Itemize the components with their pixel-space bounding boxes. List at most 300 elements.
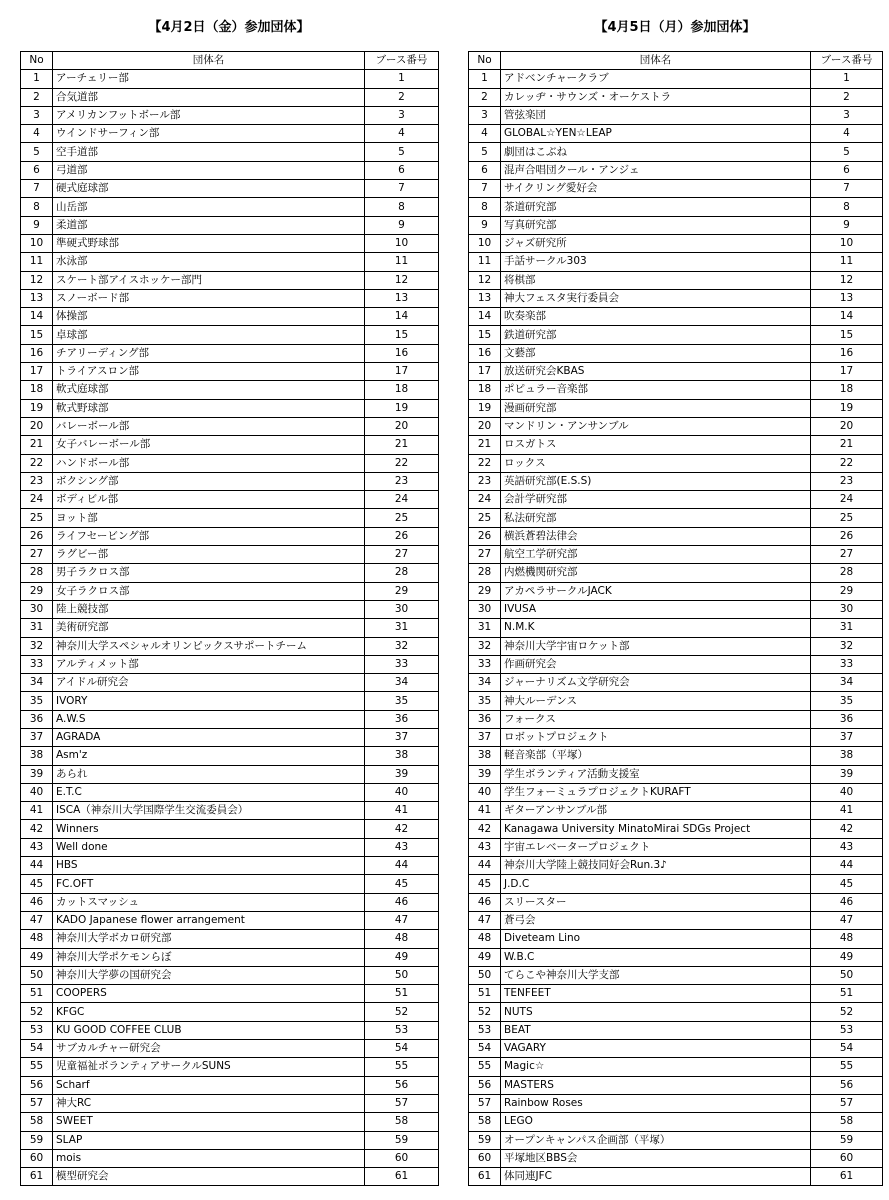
organization-name: Scharf — [53, 1076, 365, 1094]
booth-number: 37 — [811, 728, 883, 746]
table-row — [469, 88, 883, 106]
organization-name: VAGARY — [501, 1040, 811, 1058]
organization-name: アドベンチャークラブ — [501, 70, 811, 88]
booth-number: 50 — [365, 966, 439, 984]
row-number: 28 — [21, 564, 53, 582]
row-number: 21 — [469, 436, 501, 454]
row-number: 20 — [21, 417, 53, 435]
row-number: 38 — [21, 747, 53, 765]
organization-name: 女子ラクロス部 — [53, 582, 365, 600]
organization-name: バレーボール部 — [53, 417, 365, 435]
table-row — [469, 710, 883, 728]
organization-name: ヨット部 — [53, 509, 365, 527]
table-row — [21, 857, 439, 875]
table-row — [469, 619, 883, 637]
table-row — [21, 838, 439, 856]
organization-name: アイドル研究会 — [53, 674, 365, 692]
organization-name: AGRADA — [53, 728, 365, 746]
row-number: 11 — [469, 253, 501, 271]
row-number: 61 — [469, 1168, 501, 1186]
table-row — [21, 527, 439, 545]
row-number: 18 — [21, 381, 53, 399]
booth-number: 19 — [365, 399, 439, 417]
row-number: 50 — [21, 966, 53, 984]
row-number: 49 — [21, 948, 53, 966]
booth-number: 5 — [811, 143, 883, 161]
table-row — [469, 1094, 883, 1112]
table-row — [21, 674, 439, 692]
table-row — [21, 381, 439, 399]
table-row — [469, 381, 883, 399]
table-row — [469, 875, 883, 893]
row-number: 43 — [21, 838, 53, 856]
table-row — [469, 1113, 883, 1131]
table-row — [21, 966, 439, 984]
organization-name: ウインドサーフィン部 — [53, 125, 365, 143]
organization-name: 英語研究部(E.S.S) — [501, 472, 811, 490]
table-row — [21, 454, 439, 472]
table-row — [469, 454, 883, 472]
booth-number: 45 — [365, 875, 439, 893]
booth-number: 5 — [365, 143, 439, 161]
booth-number: 11 — [365, 253, 439, 271]
organization-name: TENFEET — [501, 985, 811, 1003]
row-number: 48 — [469, 930, 501, 948]
row-number: 43 — [469, 838, 501, 856]
row-number: 21 — [21, 436, 53, 454]
table-row — [469, 1003, 883, 1021]
table-row — [469, 546, 883, 564]
table-row — [21, 143, 439, 161]
booth-number: 46 — [811, 893, 883, 911]
booth-number: 15 — [365, 326, 439, 344]
header-booth: ブース番号 — [811, 52, 883, 70]
organization-name: アルティメット部 — [53, 655, 365, 673]
table-row — [21, 1113, 439, 1131]
organization-name: Diveteam Lino — [501, 930, 811, 948]
booth-number: 34 — [811, 674, 883, 692]
table-row — [469, 70, 883, 88]
row-number: 10 — [21, 234, 53, 252]
organization-name: あられ — [53, 765, 365, 783]
booth-number: 18 — [811, 381, 883, 399]
row-number: 1 — [469, 70, 501, 88]
booth-number: 36 — [365, 710, 439, 728]
organization-name: 横浜蒼碧法律会 — [501, 527, 811, 545]
table-row — [469, 1076, 883, 1094]
organization-name: 陸上競技部 — [53, 600, 365, 618]
table-row — [469, 674, 883, 692]
row-number: 8 — [21, 198, 53, 216]
row-number: 18 — [469, 381, 501, 399]
table-row — [469, 911, 883, 929]
organization-name: 男子ラクロス部 — [53, 564, 365, 582]
row-number: 7 — [21, 180, 53, 198]
organization-name: ポピュラー音楽部 — [501, 381, 811, 399]
organization-name: ラグビー部 — [53, 546, 365, 564]
booth-number: 3 — [365, 106, 439, 124]
organization-name: GLOBAL☆YEN☆LEAP — [501, 125, 811, 143]
booth-number: 18 — [365, 381, 439, 399]
table-row — [21, 326, 439, 344]
booth-number: 40 — [811, 783, 883, 801]
organization-name: 軟式野球部 — [53, 399, 365, 417]
booth-number: 25 — [811, 509, 883, 527]
booth-number: 61 — [811, 1168, 883, 1186]
booth-number: 13 — [365, 289, 439, 307]
table-row — [469, 234, 883, 252]
table-row — [21, 948, 439, 966]
booth-number: 20 — [811, 417, 883, 435]
booth-number: 32 — [811, 637, 883, 655]
organization-name: 女子バレーボール部 — [53, 436, 365, 454]
row-number: 41 — [21, 802, 53, 820]
row-number: 5 — [469, 143, 501, 161]
booth-number: 28 — [811, 564, 883, 582]
row-number: 19 — [21, 399, 53, 417]
organization-name: ギターアンサンブル部 — [501, 802, 811, 820]
table-header-row — [21, 52, 439, 70]
row-number: 58 — [21, 1113, 53, 1131]
table-row — [21, 637, 439, 655]
booth-number: 40 — [365, 783, 439, 801]
booth-number: 13 — [811, 289, 883, 307]
table-row — [21, 1131, 439, 1149]
booth-number: 22 — [811, 454, 883, 472]
friday-table — [20, 51, 439, 1186]
organization-name: ロボットプロジェクト — [501, 728, 811, 746]
organization-name: マンドリン・アンサンブル — [501, 417, 811, 435]
table-row — [21, 180, 439, 198]
organization-name: 神奈川大学ポケモンらぼ — [53, 948, 365, 966]
organization-name: カットスマッシュ — [53, 893, 365, 911]
organization-name: KU GOOD COFFEE CLUB — [53, 1021, 365, 1039]
booth-number: 11 — [811, 253, 883, 271]
booth-number: 27 — [811, 546, 883, 564]
booth-number: 55 — [811, 1058, 883, 1076]
booth-number: 30 — [365, 600, 439, 618]
table-row — [469, 1131, 883, 1149]
row-number: 47 — [21, 911, 53, 929]
row-number: 40 — [21, 783, 53, 801]
row-number: 16 — [21, 344, 53, 362]
organization-name: W.B.C — [501, 948, 811, 966]
table-row — [21, 985, 439, 1003]
booth-number: 48 — [811, 930, 883, 948]
organization-name: A.W.S — [53, 710, 365, 728]
row-number: 10 — [469, 234, 501, 252]
organization-name: 平塚地区BBS会 — [501, 1149, 811, 1167]
table-row — [469, 271, 883, 289]
table-row — [21, 655, 439, 673]
booth-number: 46 — [365, 893, 439, 911]
row-number: 2 — [469, 88, 501, 106]
organization-name: 手話サークル303 — [501, 253, 811, 271]
organization-name: チアリーディング部 — [53, 344, 365, 362]
organization-name: Asm'z — [53, 747, 365, 765]
booth-number: 29 — [365, 582, 439, 600]
organization-name: 神奈川大学ボカロ研究部 — [53, 930, 365, 948]
booth-number: 35 — [811, 692, 883, 710]
booth-number: 57 — [365, 1094, 439, 1112]
booth-number: 42 — [365, 820, 439, 838]
table-row — [469, 948, 883, 966]
booth-number: 56 — [811, 1076, 883, 1094]
table-row — [21, 802, 439, 820]
row-number: 17 — [21, 363, 53, 381]
organization-name: Kanagawa University MinatoMirai SDGs Project — [501, 820, 811, 838]
table-row — [469, 1149, 883, 1167]
table-row — [469, 893, 883, 911]
organization-name: 神大ルーデンス — [501, 692, 811, 710]
row-number: 57 — [21, 1094, 53, 1112]
table-row — [469, 838, 883, 856]
table-row — [469, 783, 883, 801]
organization-name: Rainbow Roses — [501, 1094, 811, 1112]
row-number: 9 — [469, 216, 501, 234]
row-number: 57 — [469, 1094, 501, 1112]
organization-name: 私法研究部 — [501, 509, 811, 527]
organization-name: mois — [53, 1149, 365, 1167]
table-row — [469, 966, 883, 984]
organization-name: SWEET — [53, 1113, 365, 1131]
table-row — [21, 820, 439, 838]
booth-number: 27 — [365, 546, 439, 564]
row-number: 2 — [21, 88, 53, 106]
row-number: 25 — [469, 509, 501, 527]
table-row — [21, 509, 439, 527]
organization-name: 硬式庭球部 — [53, 180, 365, 198]
row-number: 45 — [21, 875, 53, 893]
row-number: 26 — [469, 527, 501, 545]
row-number: 17 — [469, 363, 501, 381]
table-row — [469, 655, 883, 673]
organization-name: 将棋部 — [501, 271, 811, 289]
table-row — [21, 271, 439, 289]
organization-name: てらこや神奈川大学支部 — [501, 966, 811, 984]
booth-number: 51 — [811, 985, 883, 1003]
row-number: 36 — [21, 710, 53, 728]
table-row — [21, 1094, 439, 1112]
table-row — [469, 436, 883, 454]
table-row — [21, 216, 439, 234]
booth-number: 26 — [365, 527, 439, 545]
row-number: 46 — [21, 893, 53, 911]
booth-number: 39 — [811, 765, 883, 783]
table-row — [21, 436, 439, 454]
header-no: No — [21, 52, 53, 70]
booth-number: 43 — [365, 838, 439, 856]
organization-name: E.T.C — [53, 783, 365, 801]
table-row — [469, 216, 883, 234]
booth-number: 26 — [811, 527, 883, 545]
organization-name: 弓道部 — [53, 161, 365, 179]
organization-name: 鉄道研究部 — [501, 326, 811, 344]
table-row — [21, 728, 439, 746]
row-number: 35 — [469, 692, 501, 710]
organization-name: 茶道研究部 — [501, 198, 811, 216]
organization-name: 作画研究会 — [501, 655, 811, 673]
organization-name: HBS — [53, 857, 365, 875]
table-row — [21, 253, 439, 271]
organization-name: LEGO — [501, 1113, 811, 1131]
organization-name: 水泳部 — [53, 253, 365, 271]
table-row — [469, 692, 883, 710]
row-number: 20 — [469, 417, 501, 435]
organization-name: 神大フェスタ実行委員会 — [501, 289, 811, 307]
row-number: 54 — [21, 1040, 53, 1058]
row-number: 32 — [21, 637, 53, 655]
organization-name: トライアスロン部 — [53, 363, 365, 381]
booth-number: 24 — [811, 491, 883, 509]
organization-name: IVORY — [53, 692, 365, 710]
organization-name: 神奈川大学夢の国研究会 — [53, 966, 365, 984]
organization-name: スノーボード部 — [53, 289, 365, 307]
row-number: 12 — [21, 271, 53, 289]
organization-name: 神奈川大学陸上競技同好会Run.3♪ — [501, 857, 811, 875]
table-row — [469, 253, 883, 271]
booth-number: 14 — [365, 308, 439, 326]
table-row — [469, 417, 883, 435]
booth-number: 31 — [365, 619, 439, 637]
organization-name: Well done — [53, 838, 365, 856]
row-number: 30 — [21, 600, 53, 618]
row-number: 60 — [21, 1149, 53, 1167]
booth-number: 58 — [811, 1113, 883, 1131]
booth-number: 39 — [365, 765, 439, 783]
booth-number: 17 — [811, 363, 883, 381]
organization-name: ジャズ研究所 — [501, 234, 811, 252]
table-row — [21, 472, 439, 490]
table-row — [21, 1040, 439, 1058]
row-number: 35 — [21, 692, 53, 710]
row-number: 34 — [469, 674, 501, 692]
organization-name: Winners — [53, 820, 365, 838]
booth-number: 50 — [811, 966, 883, 984]
row-number: 41 — [469, 802, 501, 820]
row-number: 45 — [469, 875, 501, 893]
table-row — [21, 619, 439, 637]
row-number: 47 — [469, 911, 501, 929]
booth-number: 14 — [811, 308, 883, 326]
booth-number: 2 — [365, 88, 439, 106]
table-row — [469, 363, 883, 381]
table-row — [21, 1168, 439, 1186]
booth-number: 34 — [365, 674, 439, 692]
organization-name: 体同連JFC — [501, 1168, 811, 1186]
table-row — [21, 930, 439, 948]
organization-name: 山岳部 — [53, 198, 365, 216]
table-row — [469, 728, 883, 746]
table-row — [21, 564, 439, 582]
table-row — [21, 198, 439, 216]
table-row — [21, 875, 439, 893]
header-name: 団体名 — [501, 52, 811, 70]
row-number: 11 — [21, 253, 53, 271]
organization-name: 宇宙エレベータープロジェクト — [501, 838, 811, 856]
row-number: 39 — [21, 765, 53, 783]
row-number: 26 — [21, 527, 53, 545]
table-row — [21, 399, 439, 417]
table-row — [21, 1003, 439, 1021]
organization-name: ISCA（神奈川大学国際学生交流委員会） — [53, 802, 365, 820]
row-number: 4 — [469, 125, 501, 143]
table-row — [21, 70, 439, 88]
row-number: 6 — [21, 161, 53, 179]
booth-number: 41 — [811, 802, 883, 820]
table-row — [469, 985, 883, 1003]
row-number: 55 — [21, 1058, 53, 1076]
organization-name: NUTS — [501, 1003, 811, 1021]
row-number: 22 — [21, 454, 53, 472]
organization-name: 学生フォーミュラプロジェクトKURAFT — [501, 783, 811, 801]
table-row — [469, 747, 883, 765]
booth-number: 29 — [811, 582, 883, 600]
organization-name: ロスガトス — [501, 436, 811, 454]
table-row — [469, 198, 883, 216]
booth-number: 20 — [365, 417, 439, 435]
table-row — [21, 289, 439, 307]
booth-number: 8 — [365, 198, 439, 216]
organization-name: ボディビル部 — [53, 491, 365, 509]
organization-name: ハンドボール部 — [53, 454, 365, 472]
table-row — [21, 546, 439, 564]
table-row — [21, 308, 439, 326]
organization-name: FC.OFT — [53, 875, 365, 893]
row-number: 54 — [469, 1040, 501, 1058]
table-row — [469, 930, 883, 948]
table-row — [469, 600, 883, 618]
row-number: 14 — [469, 308, 501, 326]
booth-number: 8 — [811, 198, 883, 216]
row-number: 4 — [21, 125, 53, 143]
monday-table — [468, 51, 883, 1186]
booth-number: 23 — [365, 472, 439, 490]
organization-name: 模型研究会 — [53, 1168, 365, 1186]
organization-name: J.D.C — [501, 875, 811, 893]
booth-number: 61 — [365, 1168, 439, 1186]
row-number: 23 — [21, 472, 53, 490]
booth-number: 57 — [811, 1094, 883, 1112]
booth-number: 16 — [365, 344, 439, 362]
row-number: 53 — [21, 1021, 53, 1039]
booth-number: 58 — [365, 1113, 439, 1131]
organization-name: MASTERS — [501, 1076, 811, 1094]
booth-number: 37 — [365, 728, 439, 746]
booth-number: 4 — [811, 125, 883, 143]
booth-number: 7 — [811, 180, 883, 198]
row-number: 3 — [21, 106, 53, 124]
booth-number: 31 — [811, 619, 883, 637]
booth-number: 12 — [811, 271, 883, 289]
booth-number: 33 — [365, 655, 439, 673]
booth-number: 49 — [811, 948, 883, 966]
row-number: 15 — [21, 326, 53, 344]
row-number: 40 — [469, 783, 501, 801]
booth-number: 10 — [365, 234, 439, 252]
booth-number: 10 — [811, 234, 883, 252]
table-row — [469, 125, 883, 143]
row-number: 49 — [469, 948, 501, 966]
table-row — [469, 399, 883, 417]
organization-name: カレッヂ・サウンズ・オーケストラ — [501, 88, 811, 106]
table-row — [21, 491, 439, 509]
table-row — [469, 106, 883, 124]
booth-number: 47 — [365, 911, 439, 929]
booth-number: 41 — [365, 802, 439, 820]
organization-name: 児童福祉ボランティアサークルSUNS — [53, 1058, 365, 1076]
booth-number: 51 — [365, 985, 439, 1003]
